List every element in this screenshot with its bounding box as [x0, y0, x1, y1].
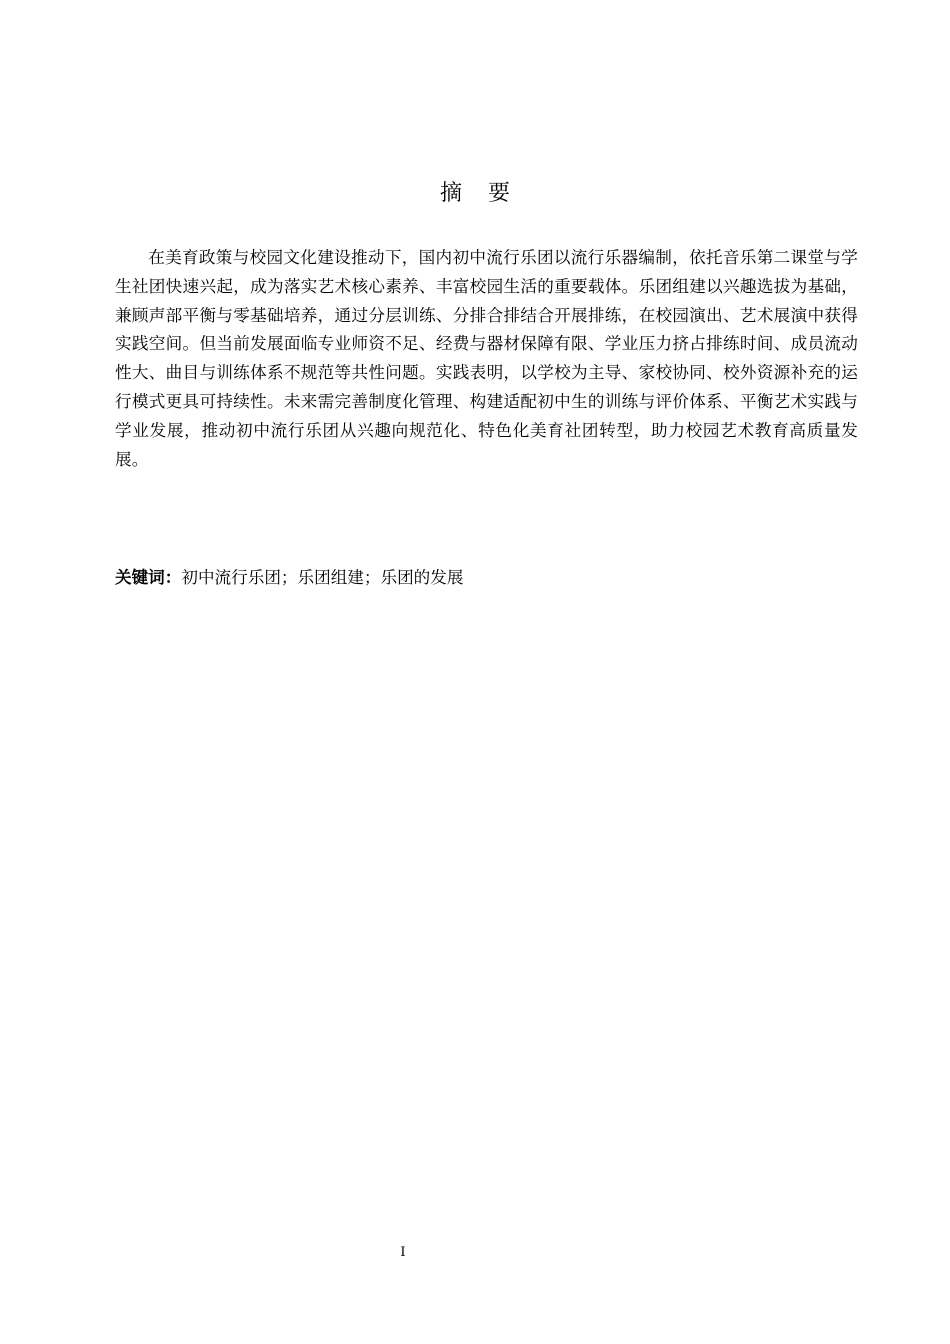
keywords-list: 初中流行乐团；乐团组建；乐团的发展: [181, 568, 464, 587]
page-number: I: [400, 1245, 406, 1260]
keywords-label: 关键词：: [115, 568, 182, 587]
abstract-heading: [0, 178, 950, 210]
heading-char-1: 摘: [439, 181, 462, 206]
keywords-line: [115, 564, 463, 592]
abstract-paragraph: 在美育政策与校园文化建设推动下，国内初中流行乐团以流行乐器编制，依托音乐第二课堂与学生社团快速兴起，成为落实艺术核心素养、丰富校园生活的重要载体。乐团组建以兴趣选拔为基础，兼顾声部平衡与零基础培养，通过分层训练、分排合排结合开展排练，在校园演出、艺术展演中获得实践空间。但当前发展面临专业师资不足、经费与器材保障有限、学业压力挤占排练时间、成员流动性大、曲目与训练体系不规范等共性问题。实践表明，以学校为主导、家校协同、校外资源补充的运行模式更具可持续性。未来需完善制度化管理、构建适配初中生的训练与评价体系、平衡艺术实践与学业发展，推动初中流行乐团从兴趣向规范化、特色化美育社团转型，助力校园艺术教育高质量发展。: [115, 248, 858, 469]
heading-char-2: 要: [488, 181, 511, 206]
